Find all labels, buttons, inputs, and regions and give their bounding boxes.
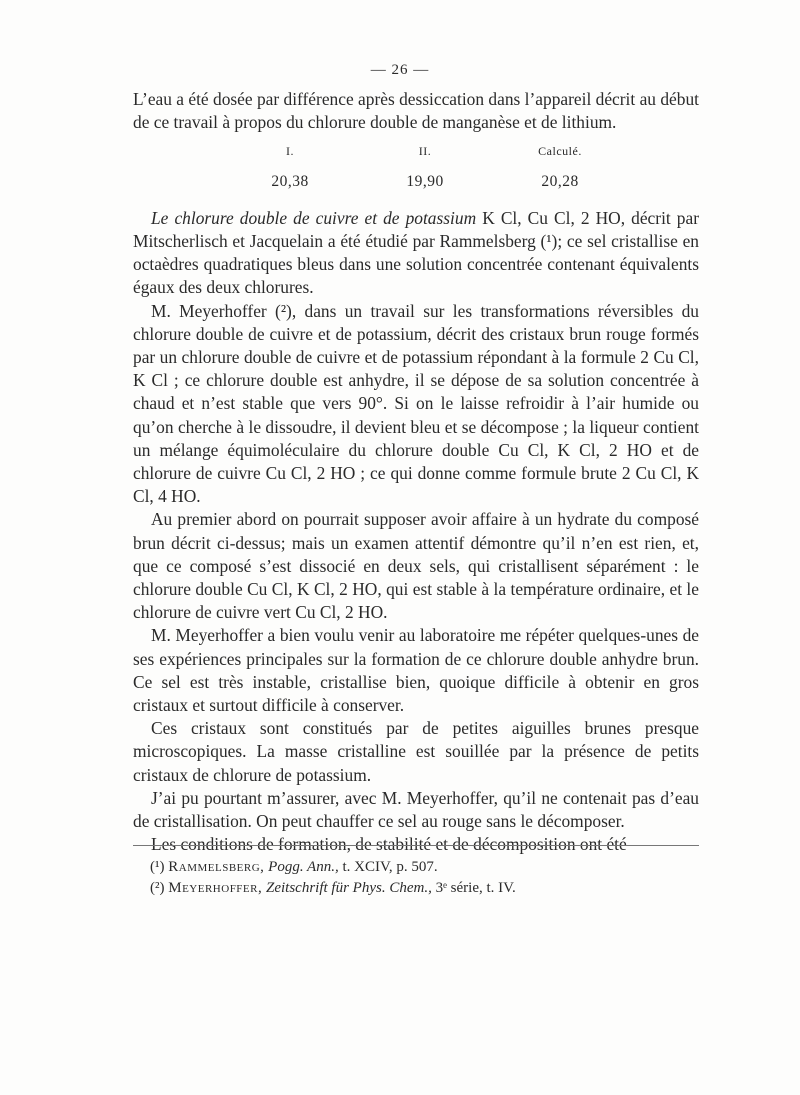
paragraph-conditions: Les conditions de formation, de stabilité et de décomposition ont été [151,834,627,855]
results-table [215,140,635,192]
paragraph-meyerhoffer-study: M. Meyerhoffer (²), dans un travail sur les transformations réversibles du chlorure double de cuivre et de potassium, décrit des cristaux brun rouge formés par un chlorure double de cuivre et de potassium répondant à la formule 2 Cu Cl, K Cl ; ce chlorure double est anhydre, il se dépose de sa solution concentrée à chaud et n’est stable que vers 90°. Si on le laisse refroidir à l’air humide ou qu’on cherche à le dissoudre, il devient bleu et se décompose ; la liqueur contient un mélange équimoléculaire du chlorure double Cu Cl, K Cl, 2 HO et de chlorure de cuivre Cu Cl, 2 HO ; ce qui donne comme formule brute 2 Cu Cl, K Cl, 4 HO. [133,300,699,507]
footnote-2 [150,878,690,899]
results-header-row [215,140,635,169]
footnote-2-journal: Zeitschrift für Phys. Chem., [266,880,432,896]
paragraph-laboratory-experiments: M. Meyerhoffer a bien voulu venir au laboratoire me répéter quelques-unes de ses expériences principales sur la formation de ce chlorure double anhydre brun. Ce sel est très instable, cristallise bien, quoique difficile à obtenir en gros cristaux et surtout difficile à conserver. [133,625,699,716]
value-1: 20,38 [271,172,309,190]
paragraph-water-dosage: L’eau a été dosée par différence après dessiccation dans l’appareil décrit au début de ce travail à propos du chlorure double de manganèse et de lithium. [133,89,699,133]
column-header-2: II. [418,144,432,159]
value-2: 19,90 [406,172,444,190]
paragraph-copper-potassium-chloride [133,207,699,300]
column-header-1: I. [286,144,294,159]
footnote-1-author: Rammelsberg, [168,859,265,875]
main-text [133,88,699,857]
paragraph-no-water: J’ai pu pourtant m’assurer, avec M. Meyerhoffer, qu’il ne contenait pas d’eau de cristallisation. On peut chauffer ce sel au rouge sans le décomposer. [133,787,699,832]
footnote-2-mark: (²) [150,880,165,896]
footnote-divider [133,845,699,846]
footnote-1-journal: Pogg. Ann., [268,859,339,875]
results-table-wrap [133,140,699,192]
footnote-1-mark: (¹) [150,859,165,875]
value-calculated: 20,28 [541,172,579,190]
column-header-calculated: Calculé. [538,144,582,159]
footnote-1-reference: t. XCIV, p. 507. [342,859,438,875]
paragraph-hydrate-discussion: Au premier abord on pourrait supposer avoir affaire à un hydrate du composé brun décrit ci-dessus; mais un examen attentif démontre qu’il n’en est rien, et, que ce composé s’est dissocié en deux sels, qui cristallisent séparément : le chlorure double Cu Cl, K Cl, 2 HO, qui est stable à la température ordinaire, et le chlorure de cuivre vert Cu Cl, 2 HO. [133,509,699,623]
footnotes [150,857,690,899]
footnote-2-reference: 3ᵉ série, t. IV. [435,880,516,896]
paragraph-lead-italic: Le chlorure double de cuivre et de potassium [151,207,477,228]
paragraph-lead-rest: K Cl, Cu Cl, 2 HO, décrit par Mitscherlisch et Jacquelain a été étudié par Rammelsberg (¹); ce sel cristallise en octaèdres quadratiques bleus dans une solution concentrée contenant équivalents égaux des deux chlorures. [133,207,700,298]
results-value-row [215,170,635,193]
footnote-2-author: Meyerhoffer, [168,880,263,896]
page-number: — 26 — [370,62,430,78]
paragraph-crystal-description: Ces cristaux sont constitués par de petites aiguilles brunes presque microscopiques. La masse cristalline est souillée par la présence de petits cristaux de chlorure de potassium. [133,718,699,785]
footnote-1 [150,857,690,878]
